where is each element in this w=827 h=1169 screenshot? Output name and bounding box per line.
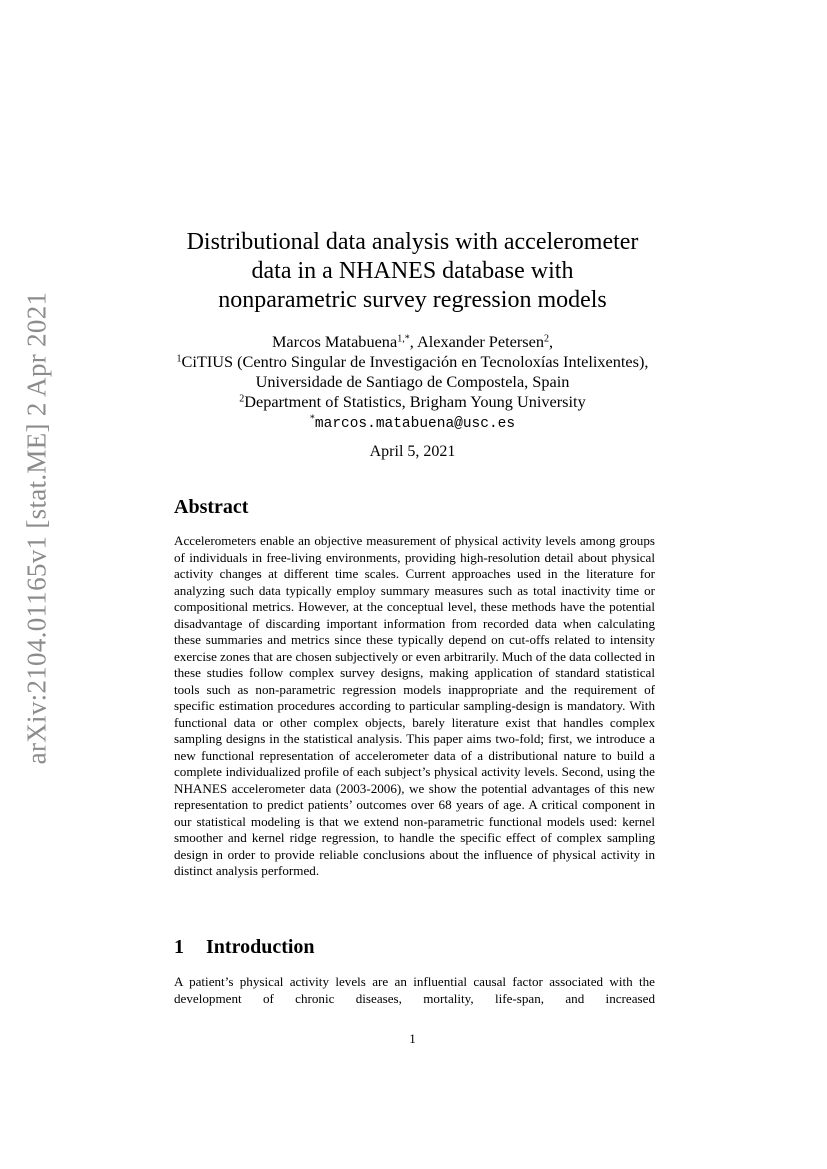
affiliation-1-text: CiTIUS (Centro Singular de Investigación en Tecnoloxías Intelixentes), xyxy=(181,352,649,371)
affiliation-2 xyxy=(150,392,675,412)
author-names xyxy=(150,332,675,352)
affiliation-1-mark: 1 xyxy=(176,353,182,365)
section-title: Introduction xyxy=(206,936,315,958)
affiliation-1-line2: Universidade de Santiago de Compostela, Spain xyxy=(255,372,570,391)
author-2-mark: 2 xyxy=(543,333,549,345)
page-number: 1 xyxy=(409,1031,416,1046)
paper-title xyxy=(150,228,675,315)
author-1: Marcos Matabuena xyxy=(271,332,398,351)
title-line: data in a NHANES database with xyxy=(251,258,574,284)
arxiv-sidebar xyxy=(12,291,62,765)
section-number: 1 xyxy=(174,936,184,958)
affiliation-2-mark: 2 xyxy=(239,393,245,405)
abstract-text: Accelerometers enable an objective measurement of physical activity levels among groups of individuals in free-living environments, providing high-resolution detail about physical activity changes at different time scales. Current approaches used in the literature for analyzing such data typically employ summary measures such as total inactivity time or compositional metrics. However, at the conceptual level, these methods have the potential disadvantage of discarding important information from recorded data when calculating these summaries and metrics since these typically depend on cut-offs related to intensity exercise zones that are chosen subjectively or even arbitrarily. Much of the data collected in these studies follow complex survey designs, making application of standard statistical tools such as non-parametric regression models inappropriate and the requirement of specific estimation procedures according to particular sampling-design is mandatory. With functional data or other complex objects, barely literature exist that handles complex sampling designs in the statistical analysis. This paper aims two-fold; first, we introduce a new functional representation of accelerometer data of a distributional nature to build a complete individualized profile of each subject’s physical activity levels. Second, using the NHANES accelerometer data (2003-2006), we show the potential advantages of this new representation to predict patients’ outcomes over 68 years of age. A critical component in our statistical modeling is that we extend non-parametric functional models used: kernel smoother and kernel ridge regression, to handle the specific effect of complex sampling design in order to provide reliable conclusions about the influence of physical activity in distinct analysis performed. xyxy=(174,533,655,878)
email-mark: * xyxy=(309,413,315,425)
arxiv-identifier: arXiv:2104.01165v1 [stat.ME] 2 Apr 2021 xyxy=(21,291,52,765)
author-2: Alexander Petersen xyxy=(416,332,544,351)
author-separator: , xyxy=(409,332,417,351)
abstract-heading: Abstract xyxy=(174,496,249,518)
corresponding-email xyxy=(150,412,675,434)
author-1-mark: 1,* xyxy=(397,333,410,345)
title-line: Distributional data analysis with accelerometer xyxy=(186,229,639,255)
author-trailing: , xyxy=(548,332,554,351)
affiliation-1 xyxy=(150,352,675,372)
introduction-text: A patient’s physical activity levels are an influential causal factor associated with the development of chronic diseases, mortality, life-span, and increased xyxy=(174,974,655,1006)
affiliation-2-text: Department of Statistics, Brigham Young University xyxy=(244,392,586,411)
introduction-heading xyxy=(174,936,315,959)
title-line: nonparametric survey regression models xyxy=(218,287,607,313)
author-block xyxy=(150,332,675,434)
publication-date: April 5, 2021 xyxy=(369,443,456,460)
email-address[interactable]: marcos.matabuena@usc.es xyxy=(314,416,516,432)
